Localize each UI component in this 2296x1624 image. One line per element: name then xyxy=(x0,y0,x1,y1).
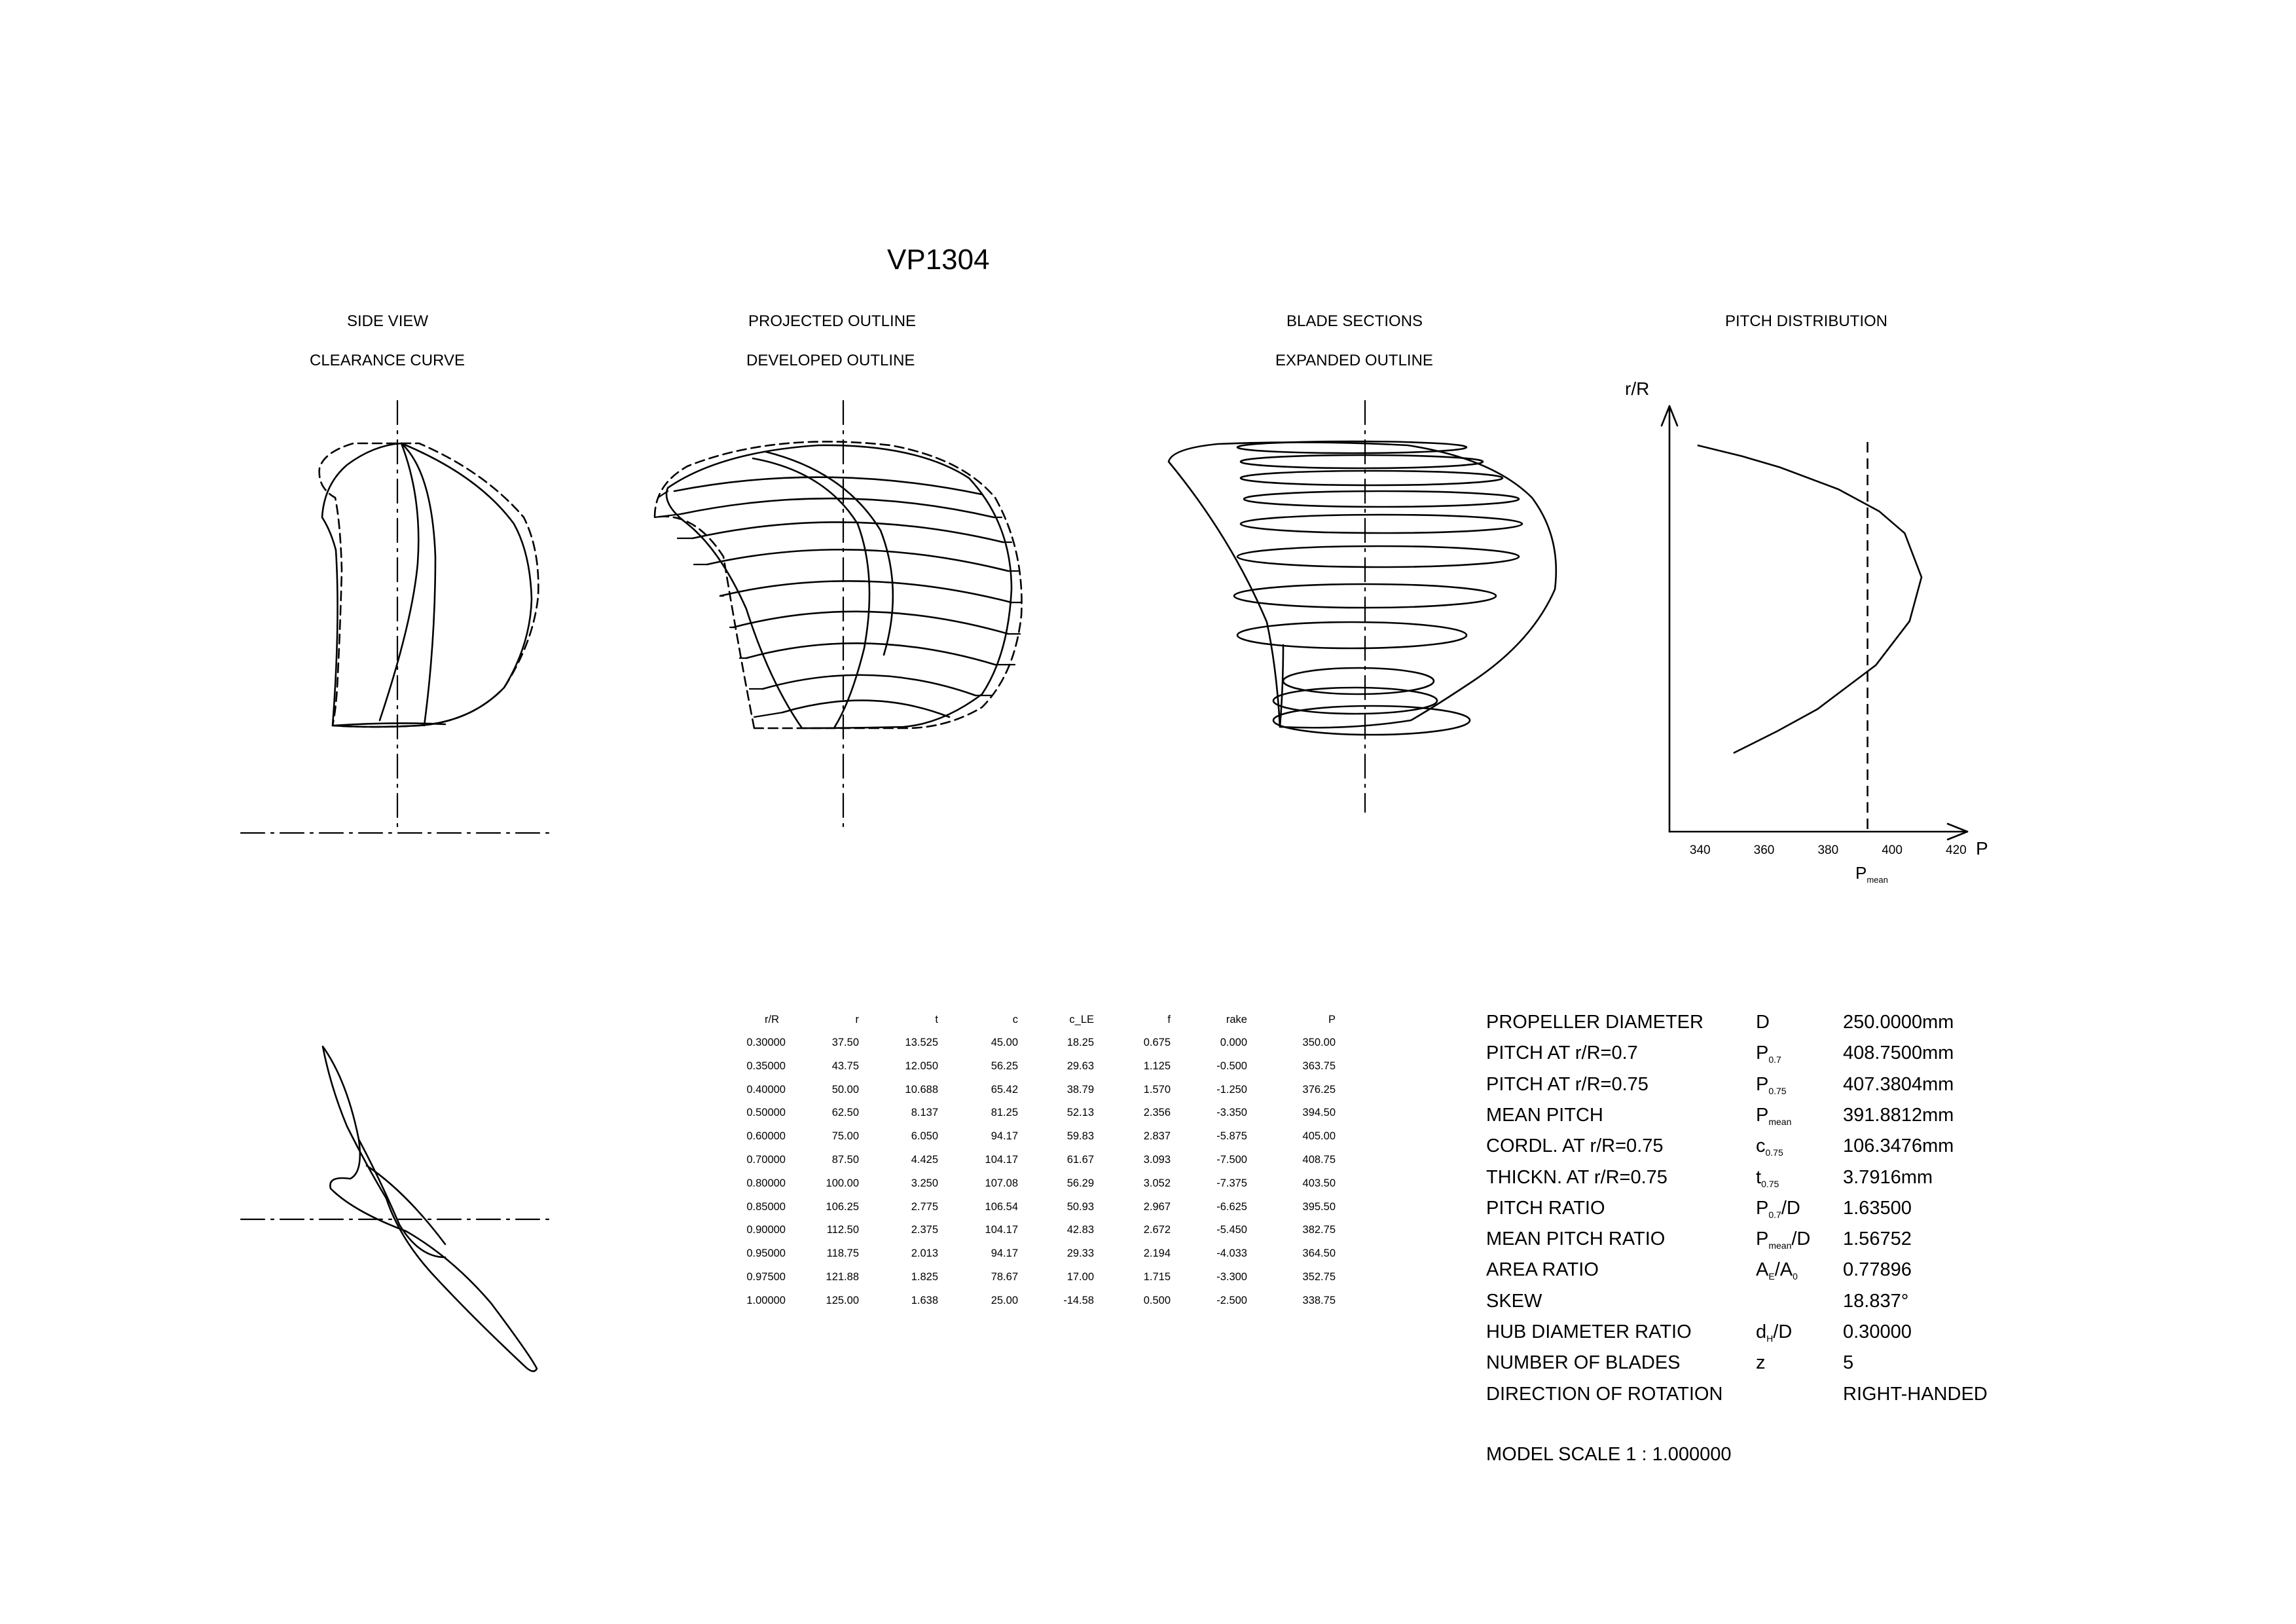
pitch-chart-axes xyxy=(1662,406,1967,840)
param-row xyxy=(1486,1384,2075,1410)
table-cell: 364.50 xyxy=(1302,1247,1336,1260)
projected-outline-heading: PROJECTED OUTLINE xyxy=(748,312,917,330)
table-cell: 405.00 xyxy=(1302,1130,1336,1143)
table-cell: 17.00 xyxy=(1066,1271,1094,1283)
table-cell: 52.13 xyxy=(1066,1107,1094,1119)
x-tick-label: 340 xyxy=(1689,843,1711,857)
table-cell: 104.17 xyxy=(985,1224,1018,1236)
table-cell: 100.00 xyxy=(826,1177,859,1189)
blade-sections-heading: BLADE SECTIONS xyxy=(1286,312,1423,330)
param-label: THICKN. AT r/R=0.75 xyxy=(1486,1166,1667,1188)
param-row xyxy=(1486,1012,2075,1038)
param-value: 1.63500 xyxy=(1843,1197,1912,1219)
table-header-cell: c xyxy=(1012,1014,1018,1025)
table-cell: -6.625 xyxy=(1216,1200,1247,1213)
table-cell: 4.425 xyxy=(911,1154,938,1166)
table-cell: 0.50000 xyxy=(746,1107,786,1119)
table-cell: 65.42 xyxy=(991,1083,1018,1096)
table-cell: 0.30000 xyxy=(746,1037,786,1048)
table-cell: 42.83 xyxy=(1066,1224,1094,1236)
table-cell: 62.50 xyxy=(831,1107,859,1119)
param-row xyxy=(1486,1105,2075,1131)
table-cell: 0.675 xyxy=(1143,1037,1171,1048)
param-symbol: $P_{mean}/D$ xyxy=(1756,1228,1811,1251)
table-cell: 0.90000 xyxy=(746,1224,786,1236)
param-value: 0.30000 xyxy=(1843,1321,1912,1342)
table-cell: 94.17 xyxy=(991,1130,1018,1143)
developed-outline-heading: DEVELOPED OUTLINE xyxy=(746,352,915,369)
table-cell: 1.570 xyxy=(1143,1083,1171,1096)
param-symbol: $P_{0.75}$ xyxy=(1756,1073,1787,1096)
table-cell: 107.08 xyxy=(985,1177,1018,1189)
table-cell: 112.50 xyxy=(826,1224,859,1236)
table-cell: 29.63 xyxy=(1066,1060,1094,1072)
param-value: 407.3804mm xyxy=(1843,1073,1954,1095)
param-label: NUMBER OF BLADES xyxy=(1486,1352,1681,1374)
table-cell: 363.75 xyxy=(1302,1060,1336,1072)
table-cell: 61.67 xyxy=(1066,1154,1094,1166)
table-cell: 1.715 xyxy=(1143,1271,1171,1283)
model-scale: MODEL SCALE 1 : 1.000000 xyxy=(1486,1444,1732,1465)
param-value: 106.3476mm xyxy=(1843,1135,1954,1157)
param-symbol: $P_{0.7}/D$ xyxy=(1756,1197,1800,1220)
table-header-cell: t xyxy=(935,1014,938,1025)
table-cell: -7.500 xyxy=(1216,1154,1247,1166)
table-cell: -5.450 xyxy=(1216,1224,1247,1236)
table-cell: 125.00 xyxy=(826,1294,859,1306)
table-cell: 0.97500 xyxy=(746,1271,786,1283)
table-cell: 38.79 xyxy=(1066,1083,1094,1096)
blade-sections-view xyxy=(1169,401,1556,812)
table-cell: 2.375 xyxy=(911,1224,938,1236)
x-tick-label: 420 xyxy=(1946,843,1967,857)
table-cell: 382.75 xyxy=(1302,1224,1336,1236)
param-value: 1.56752 xyxy=(1843,1228,1912,1250)
table-cell: 59.83 xyxy=(1066,1130,1094,1143)
table-cell: 3.052 xyxy=(1143,1177,1171,1189)
table-cell: 10.688 xyxy=(905,1083,938,1096)
param-symbol: $c_{0.75}$ xyxy=(1756,1135,1783,1158)
param-symbol: $P_{mean}$ xyxy=(1756,1104,1792,1127)
pitch-distribution-chart xyxy=(1698,442,1922,832)
table-cell: 1.638 xyxy=(911,1294,938,1306)
param-row xyxy=(1486,1321,2075,1348)
param-symbol: $d_H/D$ xyxy=(1756,1321,1793,1344)
table-cell: 403.50 xyxy=(1302,1177,1336,1189)
table-cell: 37.50 xyxy=(831,1037,859,1048)
param-row xyxy=(1486,1198,2075,1224)
table-cell: 0.95000 xyxy=(746,1247,786,1260)
table-cell: 45.00 xyxy=(991,1037,1018,1048)
table-cell: 56.29 xyxy=(1066,1177,1094,1189)
table-cell: 18.25 xyxy=(1066,1037,1094,1048)
param-value: 0.77896 xyxy=(1843,1259,1912,1281)
table-cell: 3.093 xyxy=(1143,1154,1171,1166)
table-cell: 50.93 xyxy=(1066,1200,1094,1213)
param-row xyxy=(1486,1135,2075,1162)
table-cell: 0.40000 xyxy=(746,1083,786,1096)
table-cell: 2.194 xyxy=(1143,1247,1171,1260)
param-symbol: z xyxy=(1756,1352,1766,1374)
table-cell: 1.825 xyxy=(911,1271,938,1283)
table-cell: -2.500 xyxy=(1216,1294,1247,1306)
table-header-cell: f xyxy=(1167,1014,1171,1025)
table-header-cell: r xyxy=(855,1014,859,1025)
table-header-cell: r/R xyxy=(765,1014,779,1025)
param-label: AREA RATIO xyxy=(1486,1259,1599,1281)
table-cell: 395.50 xyxy=(1302,1200,1336,1213)
param-label: CORDL. AT r/R=0.75 xyxy=(1486,1135,1664,1157)
table-cell: 43.75 xyxy=(831,1060,859,1072)
table-cell: 394.50 xyxy=(1302,1107,1336,1119)
param-value: 408.7500mm xyxy=(1843,1043,1954,1064)
param-row xyxy=(1486,1043,2075,1069)
table-cell: 2.967 xyxy=(1143,1200,1171,1213)
pitch-y-axis-label: r/R xyxy=(1625,378,1650,399)
pitch-distribution-heading: PITCH DISTRIBUTION xyxy=(1725,312,1888,330)
param-label: PROPELLER DIAMETER xyxy=(1486,1012,1704,1033)
side-view xyxy=(241,401,553,833)
table-cell: -3.350 xyxy=(1216,1107,1247,1119)
table-cell: 50.00 xyxy=(831,1083,859,1096)
param-label: PITCH AT r/R=0.75 xyxy=(1486,1073,1649,1095)
table-cell: -0.500 xyxy=(1216,1060,1247,1072)
param-row xyxy=(1486,1167,2075,1193)
param-label: SKEW xyxy=(1486,1290,1542,1312)
table-cell: 1.125 xyxy=(1143,1060,1171,1072)
table-cell: 2.356 xyxy=(1143,1107,1171,1119)
table-cell: 29.33 xyxy=(1066,1247,1094,1260)
param-value: RIGHT-HANDED xyxy=(1843,1383,1988,1405)
table-cell: 2.775 xyxy=(911,1200,938,1213)
table-cell: 350.00 xyxy=(1302,1037,1336,1048)
table-cell: 2.837 xyxy=(1143,1130,1171,1143)
param-symbol: $P_{0.7}$ xyxy=(1756,1043,1781,1065)
table-cell: 352.75 xyxy=(1302,1271,1336,1283)
param-label: MEAN PITCH RATIO xyxy=(1486,1228,1666,1250)
pitch-curve xyxy=(1698,445,1922,753)
table-cell: 408.75 xyxy=(1302,1154,1336,1166)
clearance-curve-view xyxy=(241,1046,553,1371)
table-cell: 0.85000 xyxy=(746,1200,786,1213)
table-header-cell: rake xyxy=(1226,1014,1247,1025)
table-header-cell: c_LE xyxy=(1069,1014,1094,1025)
param-row xyxy=(1486,1259,2075,1285)
table-cell: 3.250 xyxy=(911,1177,938,1189)
table-cell: 106.54 xyxy=(985,1200,1018,1213)
param-label: HUB DIAMETER RATIO xyxy=(1486,1321,1692,1342)
param-row xyxy=(1486,1074,2075,1100)
table-cell: 8.137 xyxy=(911,1107,938,1119)
param-value: 391.8812mm xyxy=(1843,1104,1954,1126)
table-cell: 94.17 xyxy=(991,1247,1018,1260)
table-cell: 376.25 xyxy=(1302,1083,1336,1096)
param-label: MEAN PITCH xyxy=(1486,1104,1603,1126)
table-cell: 0.70000 xyxy=(746,1154,786,1166)
x-tick-label: 380 xyxy=(1817,843,1839,857)
param-symbol: $A_E/A_0$ xyxy=(1756,1259,1798,1282)
param-symbol: D xyxy=(1756,1012,1770,1033)
param-value: 250.0000mm xyxy=(1843,1012,1954,1033)
table-cell: 121.88 xyxy=(826,1271,859,1283)
x-tick-label: 360 xyxy=(1753,843,1775,857)
table-cell: -14.58 xyxy=(1063,1294,1094,1306)
expanded-outline-heading: EXPANDED OUTLINE xyxy=(1275,352,1433,369)
table-cell: 25.00 xyxy=(991,1294,1018,1306)
param-value: 18.837° xyxy=(1843,1290,1909,1312)
table-cell: 0.000 xyxy=(1220,1037,1247,1048)
table-cell: -5.875 xyxy=(1216,1130,1247,1143)
table-cell: 87.50 xyxy=(831,1154,859,1166)
param-row xyxy=(1486,1291,2075,1317)
table-cell: 0.80000 xyxy=(746,1177,786,1189)
param-label: PITCH RATIO xyxy=(1486,1197,1605,1219)
x-tick-label: 400 xyxy=(1882,843,1903,857)
table-cell: 2.672 xyxy=(1143,1224,1171,1236)
table-cell: 12.050 xyxy=(905,1060,938,1072)
table-cell: -4.033 xyxy=(1216,1247,1247,1260)
table-cell: 2.013 xyxy=(911,1247,938,1260)
table-cell: 56.25 xyxy=(991,1060,1018,1072)
param-value: 5 xyxy=(1843,1352,1854,1374)
pitch-mean-subscript: mean xyxy=(1867,875,1888,885)
table-cell: 0.500 xyxy=(1143,1294,1171,1306)
param-row xyxy=(1486,1352,2075,1378)
table-cell: 0.60000 xyxy=(746,1130,786,1143)
table-cell: 0.35000 xyxy=(746,1060,786,1072)
drawing-title: VP1304 xyxy=(887,244,990,276)
pitch-mean-label: $P_{mean}$ xyxy=(1855,863,1888,885)
param-label: PITCH AT r/R=0.7 xyxy=(1486,1043,1638,1064)
table-cell: 338.75 xyxy=(1302,1294,1336,1306)
param-value: 3.7916mm xyxy=(1843,1166,1933,1188)
projected-outline-view xyxy=(655,401,1022,833)
table-cell: 6.050 xyxy=(911,1130,938,1143)
side-view-heading: SIDE VIEW xyxy=(347,312,429,330)
table-cell: 104.17 xyxy=(985,1154,1018,1166)
param-symbol: $t_{0.75}$ xyxy=(1756,1166,1779,1189)
param-label: DIRECTION OF ROTATION xyxy=(1486,1383,1723,1405)
param-row xyxy=(1486,1228,2075,1255)
table-cell: 13.525 xyxy=(905,1037,938,1048)
clearance-curve-heading: CLEARANCE CURVE xyxy=(310,352,465,369)
table-header-cell: P xyxy=(1328,1014,1336,1025)
table-cell: 106.25 xyxy=(826,1200,859,1213)
table-cell: -3.300 xyxy=(1216,1271,1247,1283)
table-cell: -1.250 xyxy=(1216,1083,1247,1096)
table-cell: 118.75 xyxy=(826,1247,859,1260)
table-cell: 78.67 xyxy=(991,1271,1018,1283)
table-cell: 1.00000 xyxy=(746,1294,786,1306)
pitch-x-axis-label: P xyxy=(1976,838,1988,858)
table-cell: 81.25 xyxy=(991,1107,1018,1119)
table-cell: -7.375 xyxy=(1216,1177,1247,1189)
table-cell: 75.00 xyxy=(831,1130,859,1143)
